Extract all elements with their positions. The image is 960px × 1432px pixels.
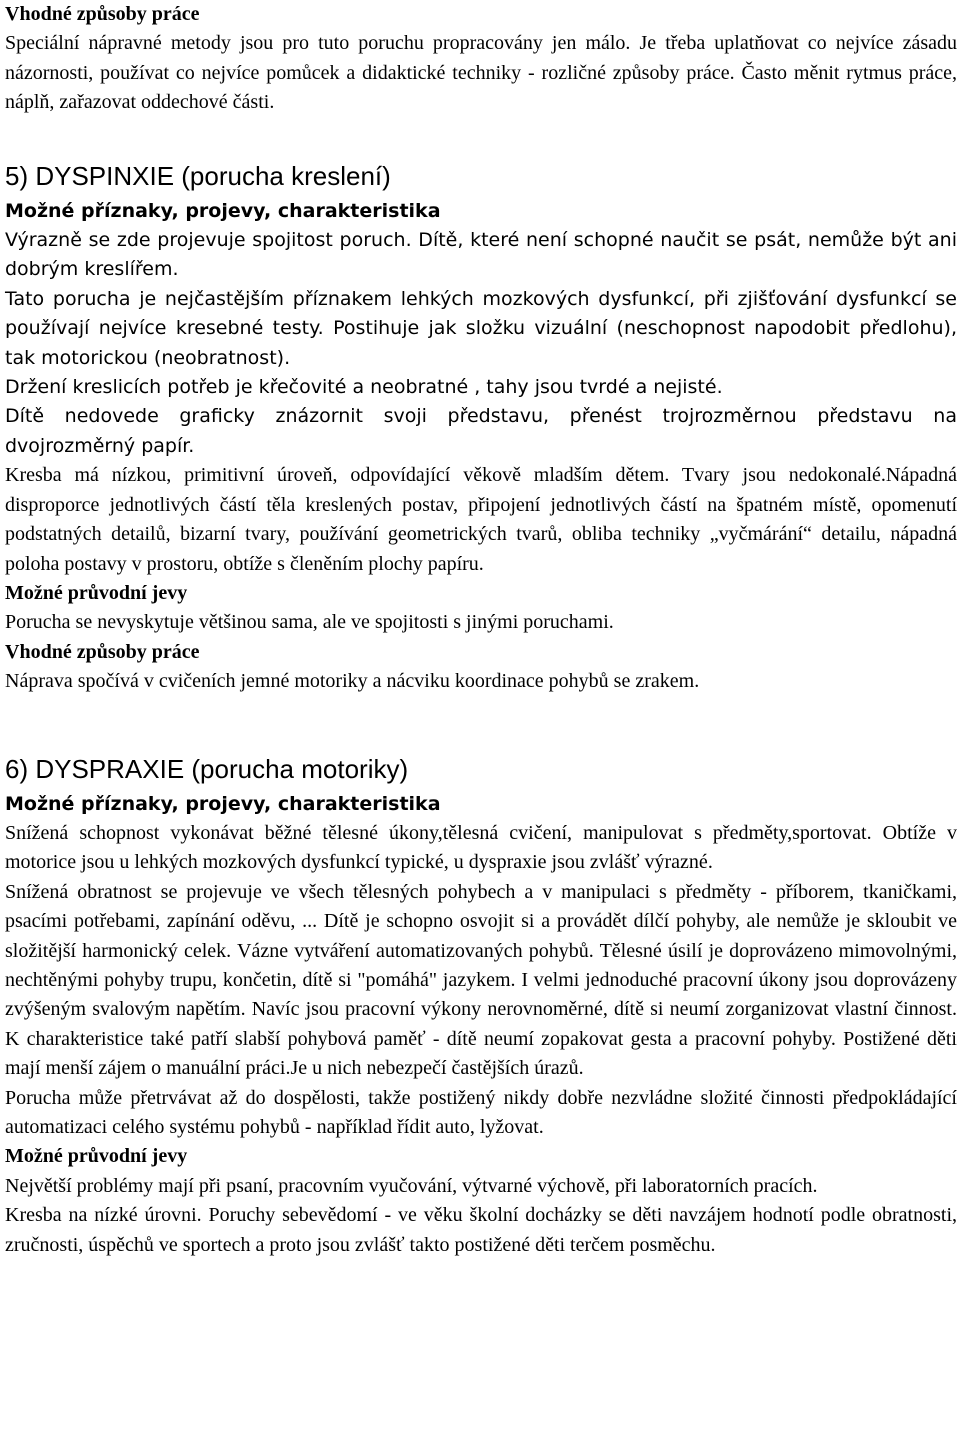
section-dyspraxie xyxy=(5,752,957,1261)
section-6-title: 6) DYSPRAXIE (porucha motoriky) xyxy=(5,753,409,784)
section-5-symptoms-heading: Možné příznaky, projevy, charakteristika xyxy=(5,199,441,222)
intro-section xyxy=(5,0,957,118)
section-5-title: 5) DYSPINXIE (porucha kreslení) xyxy=(5,160,391,191)
section-5-paragraph-2: Tato porucha je nejčastějším příznakem lehkých mozkových dysfunkcí, při zjišťování dysfunkcí se používají nejvíce kresebné testy. Postihuje jak složku vizuální (neschopnost napodobit předlohu), tak motorickou (neobratnost). xyxy=(5,287,957,369)
section-5-methods-text: Náprava spočívá v cvičeních jemné motoriky a nácviku koordinace pohybů se zrakem. xyxy=(5,670,700,693)
section-6-paragraph-2: Snížená obratnost se projevuje ve všech tělesných pohybech a v manipulaci s předměty - příborem, tkaničkami, psacími potřebami, zapínání oděvu, ... Dítě je schopno osvojit si a provádět dílčí pohyby, ale nemůže je skloubit ve složitější harmonický celek. Vázne vytváření automatizovaných pohybů. Tělesné úsilí je doprovázeno mimovolnými, nechtěnými pohyby trupu, končetin, dítě si "pomáhá" jazykem. I velmi jednoduché pracovní úkony jsou doprovázeny zvýšeným svalovým napětím. Navíc jsou pracovní výkony nerovnoměrné, dítě si neumí zorganizovat vlastní činnost. K charakteristice také patří slabší pohybová paměť - dítě neumí zopakovat gesta a pracovní pohyby. Postižené děti mají menší zájem o manuální práci.Je u nich nebezpečí častějších úrazů. xyxy=(5,880,957,1080)
section-5-side-effects-text: Porucha se nevyskytuje většinou sama, ale ve spojitosti s jinými poruchami. xyxy=(5,611,614,634)
section-6-paragraph-3: Porucha může přetrvávat až do dospělosti, takže postižený nikdy dobře nezvládne složité činnosti předpokládající automatizaci celého systému pohybů - například řídit auto, lyžovat. xyxy=(5,1086,957,1138)
section-6-paragraph-1: Snížená schopnost vykonávat běžné tělesné úkony,tělesná cvičení, manipulovat s předměty,sportovat. Obtíže v motorice jsou u lehkých mozkových dysfunkcí typické, u dyspraxie jsou zvlášť výrazné. xyxy=(5,821,957,874)
section-5-side-effects-heading: Možné průvodní jevy xyxy=(5,581,188,604)
section-6-side-effects-paragraph-2: Kresba na nízké úrovni. Poruchy sebevědomí - ve věku školní docházky se děti navzájem hodnotí podle obratnosti, zručnosti, úspěchů ve sportech a proto jsou zvlášť takto postižené děti terčem posměchu. xyxy=(5,1204,957,1256)
section-5-paragraph-4: Dítě nedovede graficky znázornit svoji představu, přenést trojrozměrnou představu na dvojrozměrný papír. xyxy=(5,405,957,457)
section-6-side-effects-heading: Možné průvodní jevy xyxy=(5,1145,188,1168)
section-6-symptoms-heading: Možné příznaky, projevy, charakteristika xyxy=(5,792,441,815)
section-6-side-effects-paragraph-1: Největší problémy mají při psaní, pracovním vyučování, výtvarné výchově, při laboratorních pracích. xyxy=(5,1174,818,1197)
section-5-paragraph-3: Držení kreslicích potřeb je křečovité a neobratné , tahy jsou tvrdé a nejisté. xyxy=(5,376,723,399)
section-5-paragraph-5: Kresba má nízkou, primitivní úroveň, odpovídající věkově mladším dětem. Tvary jsou nedokonalé.Nápadná disproporce jednotlivých částí těla kreslených postav, připojení jednotlivých částí na špatném místě, opomenutí podstatných detailů, bizarní tvary, používání geometrických tvarů, obliba techniky „vyčmárání“ detailu, nápadná poloha postavy v prostoru, obtíže s členěním plochy papíru. xyxy=(5,464,957,575)
document-page xyxy=(5,0,957,1260)
section-5-methods-heading: Vhodné způsoby práce xyxy=(5,640,200,663)
intro-methods-text: Speciální nápravné metody jsou pro tuto poruchu propracovány jen málo. Je třeba uplatňovat co nejvíce zásadu názornosti, používat co nejvíce pomůcek a didaktické techniky - rozličné způsoby práce. Často měnit rytmus práce, náplň, zařazovat oddechové části. xyxy=(5,32,957,114)
intro-methods-heading: Vhodné způsoby práce xyxy=(5,3,200,25)
section-dyspinxie xyxy=(5,159,957,697)
section-5-paragraph-1: Výrazně se zde projevuje spojitost poruch. Dítě, které není schopné naučit se psát, nemůže být ani dobrým kreslířem. xyxy=(5,229,957,281)
